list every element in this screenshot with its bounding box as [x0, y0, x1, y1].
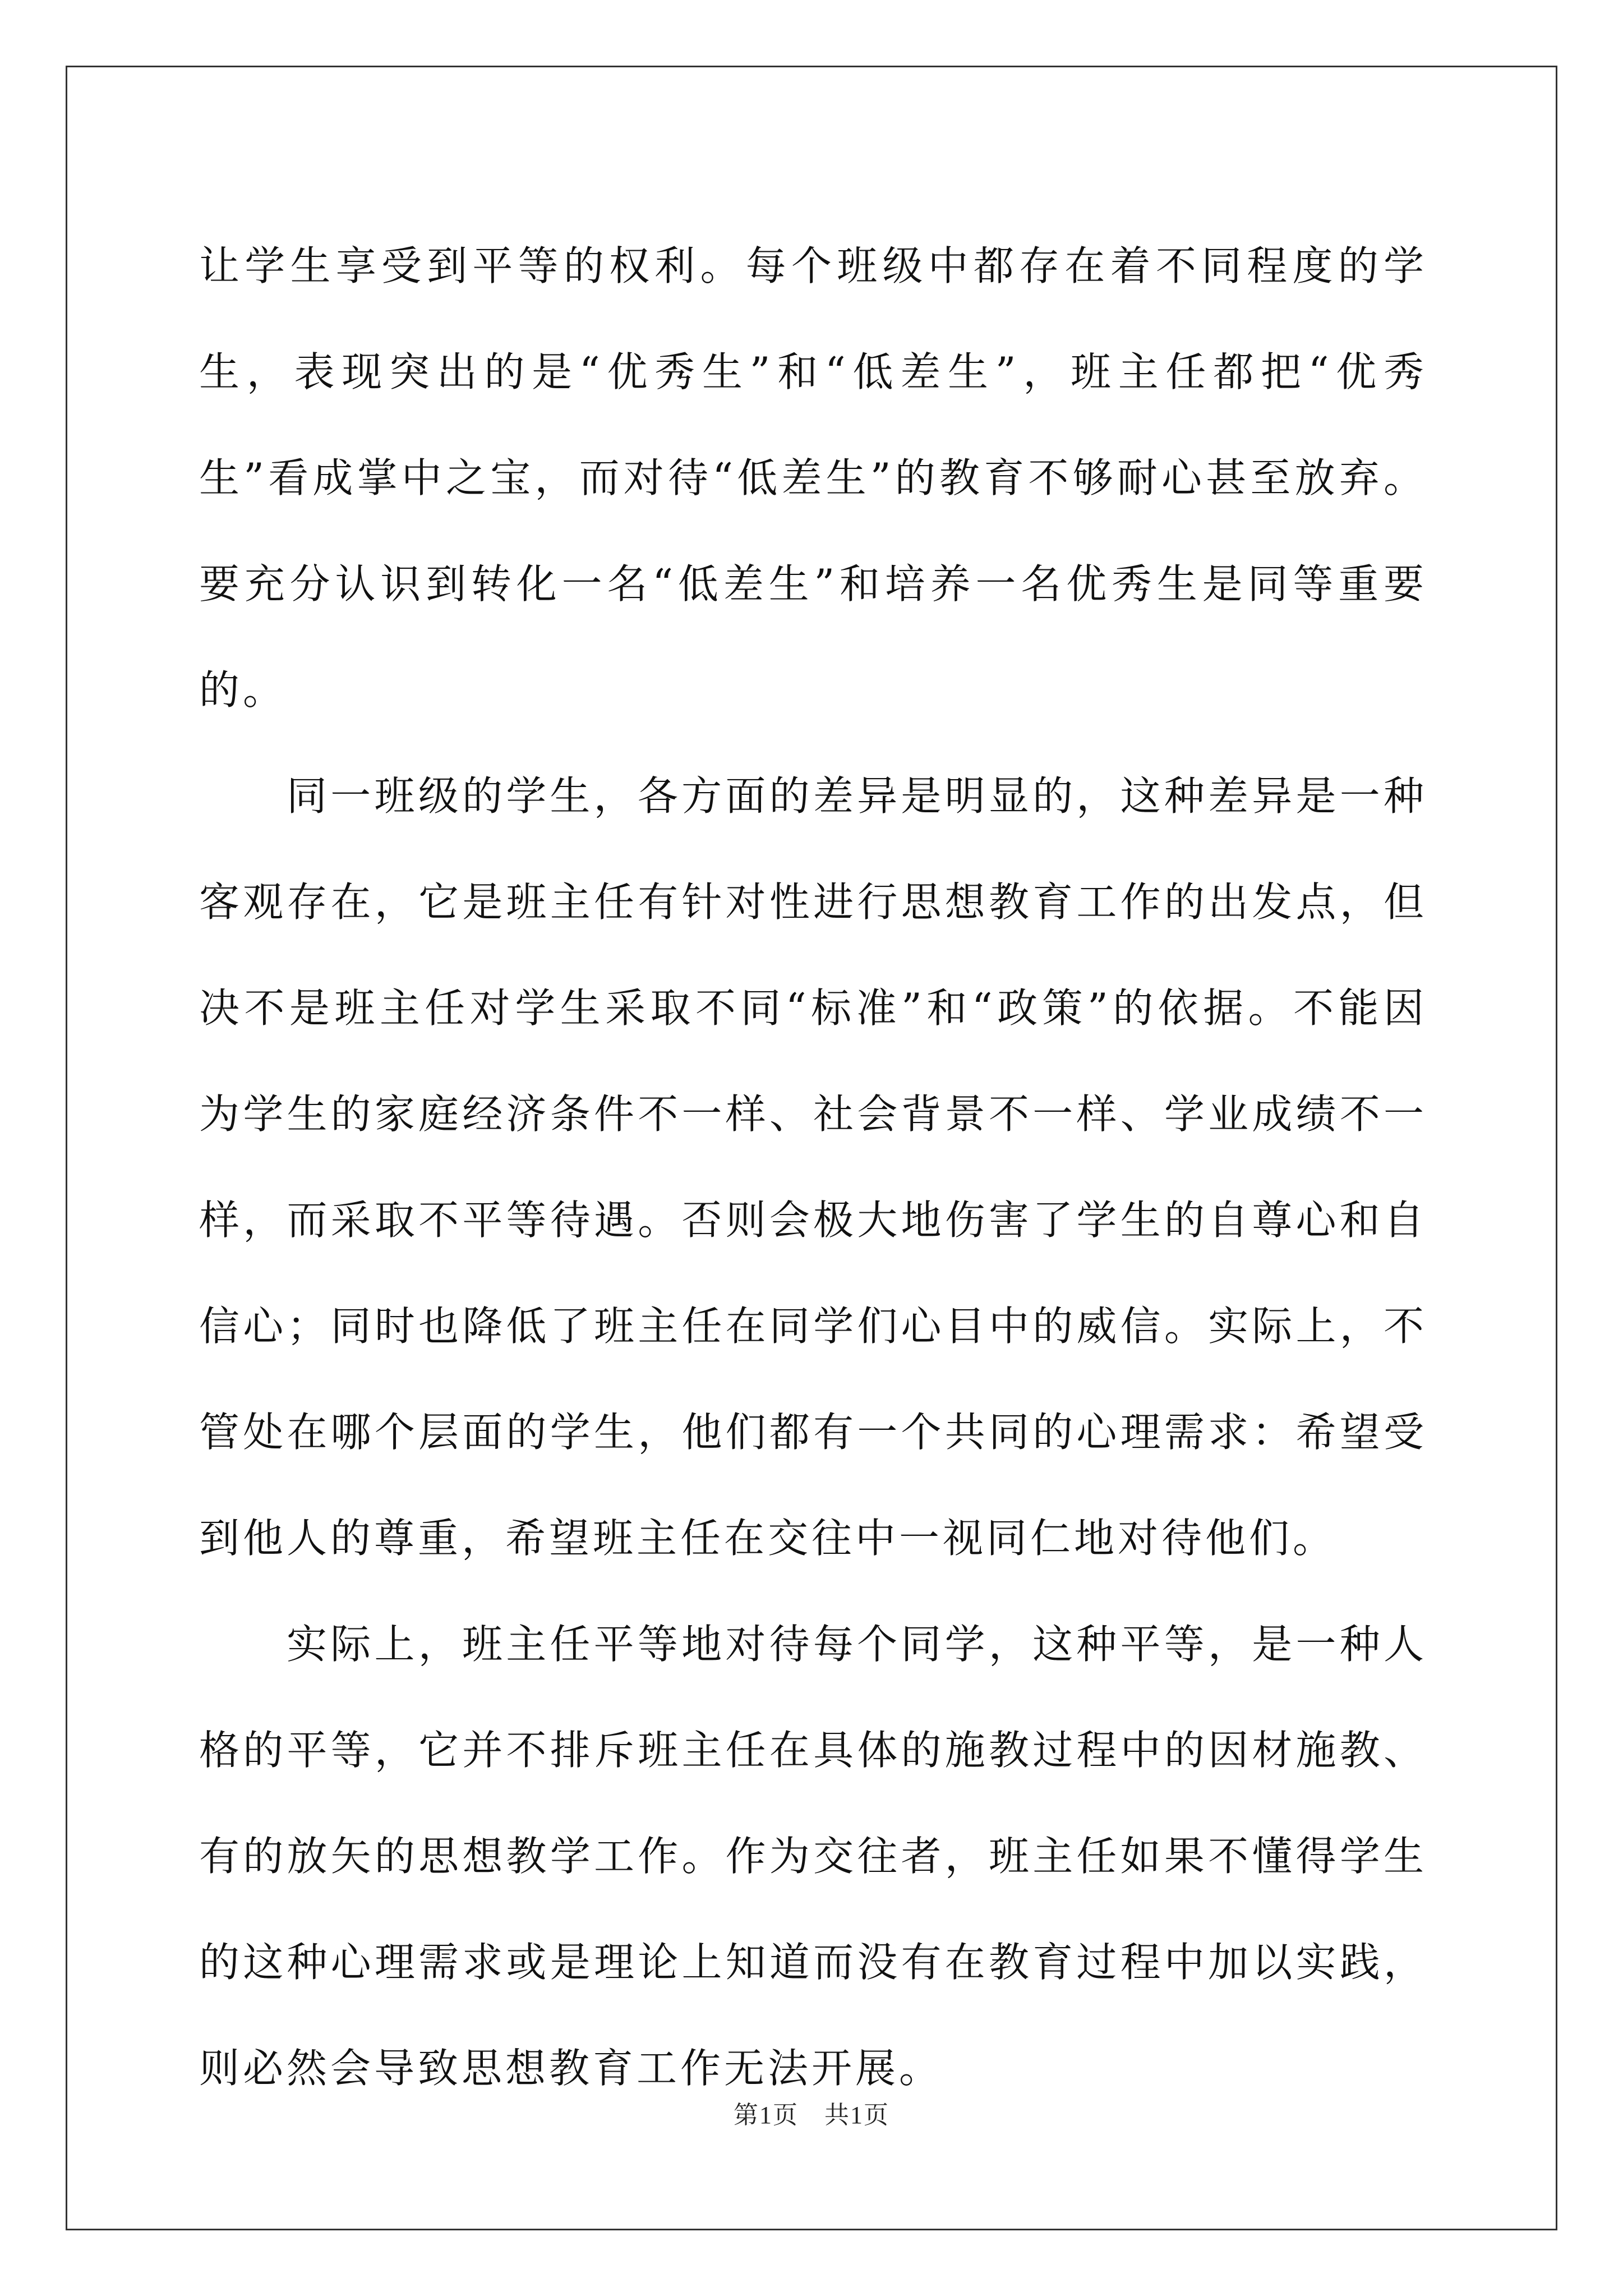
- paragraph-1: 让学生享受到平等的权利。每个班级中都存在着不同程度的学生，表现突出的是“优秀生”和“低差生”，班主任都把“优秀生”看成掌中之宝，而对待“低差生”的教育不够耐心甚至放弃。要充分认识到转化一名“低差生”和培养一名优秀生是同等重要的。: [199, 242, 1427, 714]
- paragraph-2: 同一班级的学生，各方面的差异是明显的，这种差异是一种客观存在，它是班主任有针对性进行思想教育工作的出发点，但决不是班主任对学生采取不同“标准”和“政策”的依据。不能因为学生的家庭经济条件不一样、社会背景不一样、学业成绩不一样，而采取不平等待遇。否则会极大地伤害了学生的自尊心和自信心；同时也降低了班主任在同学们心目中的威信。实际上，不管处在哪个层面的学生，他们都有一个共同的心理需求：希望受到他人的尊重，希望班主任在交往中一视同仁地对待他们。: [199, 772, 1427, 1562]
- page-number-footer: 第1页 共1页: [734, 2101, 889, 2129]
- paragraph-3: 实际上，班主任平等地对待每个同学，这种平等，是一种人格的平等，它并不排斥班主任在具体的施教过程中的因材施教、有的放矢的思想教学工作。作为交往者，班主任如果不懂得学生的这种心理需求或是理论上知道而没有在教育过程中加以实践，则必然会导致思想教育工作无法开展。: [199, 1621, 1427, 2092]
- document-body: [199, 213, 1427, 2122]
